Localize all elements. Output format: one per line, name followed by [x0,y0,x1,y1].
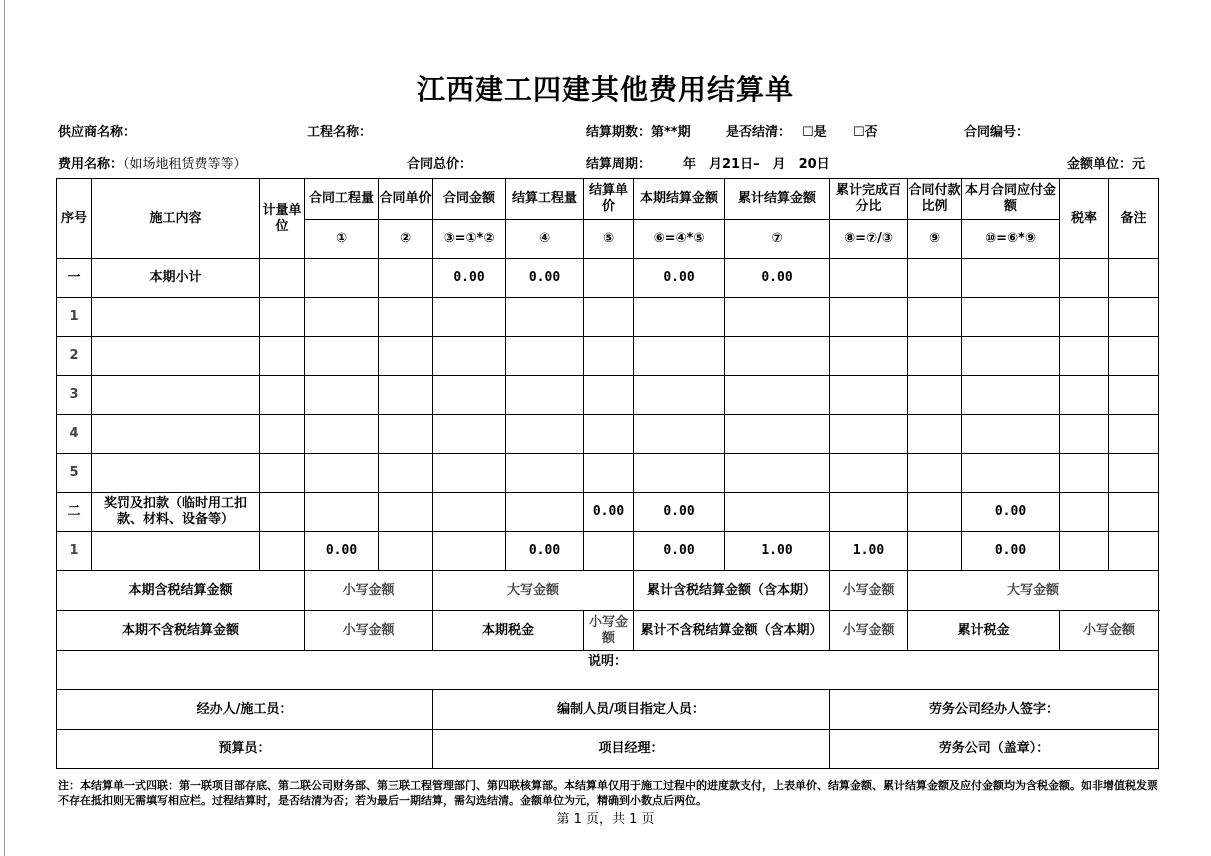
cum-untaxed-label: 累计不含税结算金额（含本期） [634,611,830,651]
cell[interactable] [830,259,908,298]
cell[interactable] [584,415,634,454]
manager-signature[interactable]: 项目经理： [433,730,830,769]
formula-10: ⑩=⑥*⑨ [962,220,1060,259]
cell[interactable] [506,454,584,493]
penalty-period-amount: 0.00 [634,493,725,532]
col-period-amount: 本期结算金额 [634,179,725,220]
cell[interactable] [962,298,1060,337]
penalty-month-payable: 0.00 [962,493,1060,532]
cell[interactable] [1060,493,1109,532]
notes-label[interactable]: 说明： [57,651,1159,690]
summary-taxed-row [57,571,1159,611]
subtotal-row [57,259,1159,298]
col-settle-qty: 结算工程量 [506,179,584,220]
table-row [57,298,1159,337]
footnote: 注：本结算单一式四联：第一联项目部存底、第二联公司财务部、第三联工程管理部门、第四联核算部。本结算单仅用于施工过程中的进度款支付，上表单价、结算金额、累计结算金额及应付金额均为含税金额。如非增值税发票不存在抵扣则无需填写相应栏。过程结算时，是否结清为否；若为最后一期结算，需勾选结清。金额单位为元，精确到小数点后两位。 [58,779,1158,807]
cell[interactable] [962,415,1060,454]
cell[interactable] [908,259,962,298]
row-number: 5 [57,454,92,493]
cell[interactable] [1060,532,1109,571]
cell[interactable] [725,337,830,376]
cell[interactable] [1060,259,1109,298]
cell[interactable] [305,337,379,376]
cell[interactable] [433,532,506,571]
cell[interactable] [506,376,584,415]
cell[interactable] [830,415,908,454]
cell[interactable] [1060,415,1109,454]
cell[interactable] [92,298,260,337]
penalty-item-settle-qty: 0.00 [506,532,584,571]
cell[interactable] [1060,337,1109,376]
cell[interactable] [506,415,584,454]
col-settle-price: 结算单价 [584,179,634,220]
budgeter-signature[interactable]: 预算员： [57,730,433,769]
period-tax-small-amount[interactable]: 小写金额 [584,611,634,651]
cell[interactable] [584,454,634,493]
fee-name-label-text: 费用名称： [58,157,124,172]
handler-signature[interactable]: 经办人/施工员： [57,690,433,730]
cell[interactable] [260,454,305,493]
col-cum-amount: 累计结算金额 [725,179,830,220]
cell[interactable] [379,376,433,415]
cell[interactable] [1109,376,1159,415]
subtotal-period-amount: 0.00 [634,259,725,298]
penalty-item-seq: 1 [57,532,92,571]
cell[interactable] [1109,454,1159,493]
formula-9: ⑨ [908,220,962,259]
period-label: 结算周期： [586,157,652,172]
penalty-item-period-amount: 0.00 [634,532,725,571]
cell[interactable] [260,415,305,454]
cell[interactable] [506,337,584,376]
col-cum-pct: 累计完成百分比 [830,179,908,220]
col-unit: 计量单位 [260,179,305,259]
notes-row [57,651,1159,690]
period-tax-label: 本期税金 [433,611,584,651]
cell[interactable] [1060,454,1109,493]
compiler-signature[interactable]: 编制人员/项目指定人员： [433,690,830,730]
cell[interactable] [908,376,962,415]
page-number: 第 1 页，共 1 页 [556,812,655,827]
taxed-small-amount[interactable]: 小写金额 [305,571,433,611]
cell[interactable] [433,376,506,415]
subtotal-seq: 一 [57,259,92,298]
formula-2: ② [379,220,433,259]
unit-label: 金额单位：元 [1067,157,1146,172]
document-title: 江西建工四建其他费用结算单 [416,73,794,106]
penalty-label: 奖罚及扣款（临时用工扣款、材料、设备等） [92,493,260,532]
col-content: 施工内容 [92,179,260,259]
penalty-seq: 二 [57,493,92,532]
formula-3: ③=①*② [433,220,506,259]
col-remark: 备注 [1109,179,1159,259]
table-row [57,337,1159,376]
row-number: 1 [57,298,92,337]
cell[interactable] [305,298,379,337]
cell[interactable] [634,376,725,415]
cell[interactable] [1109,337,1159,376]
period-value: 年 月21日– 月 20日 [683,157,830,172]
subtotal-settle-qty: 0.00 [506,259,584,298]
contract-no-label: 合同编号： [964,125,1030,140]
cum-taxed-big-amount[interactable]: 大写金额 [908,571,1159,611]
formula-1: ① [305,220,379,259]
cell[interactable] [962,259,1060,298]
penalty-item-contract-qty: 0.00 [305,532,379,571]
penalty-settle-price: 0.00 [584,493,634,532]
cell[interactable] [908,337,962,376]
cell[interactable] [379,298,433,337]
cell[interactable] [908,532,962,571]
page-edge-line [4,0,5,856]
cell[interactable] [260,259,305,298]
period-count: 结算期数：第**期 [586,125,691,140]
cell[interactable] [830,298,908,337]
table-row [57,415,1159,454]
cell[interactable] [584,298,634,337]
cell[interactable] [1060,376,1109,415]
cell[interactable] [634,298,725,337]
cell[interactable] [634,454,725,493]
penalty-item-row [57,532,1159,571]
formula-7: ⑦ [725,220,830,259]
taxed-amount-label: 本期含税结算金额 [57,571,305,611]
cell[interactable] [725,376,830,415]
untaxed-amount-label: 本期不含税结算金额 [57,611,305,651]
cell[interactable] [506,493,584,532]
subtotal-contract-amount: 0.00 [433,259,506,298]
cell[interactable] [584,259,634,298]
cell[interactable] [433,493,506,532]
cell[interactable] [1109,493,1159,532]
cell[interactable] [433,454,506,493]
formula-6: ⑥=④*⑤ [634,220,725,259]
cell[interactable] [725,493,830,532]
fee-name-hint: （如场地租赁费等等） [123,157,247,172]
final-no-checkbox[interactable]: ☐否 [853,125,878,140]
cell[interactable] [379,454,433,493]
cell[interactable] [92,415,260,454]
col-seq: 序号 [57,179,92,259]
subtotal-cum-amount: 0.00 [725,259,830,298]
summary-untaxed-row [57,611,1159,651]
cell[interactable] [584,532,634,571]
supplier-label: 供应商名称： [58,125,137,140]
cum-tax-small-amount[interactable]: 小写金额 [1060,611,1159,651]
col-contract-amount: 合同金额 [433,179,506,220]
col-contract-price: 合同单价 [379,179,433,220]
penalty-item-cum-pct: 1.00 [830,532,908,571]
cell[interactable] [584,337,634,376]
cell[interactable] [1060,298,1109,337]
cell[interactable] [433,415,506,454]
cell[interactable] [305,376,379,415]
cell[interactable] [962,337,1060,376]
cell[interactable] [92,532,260,571]
is-final-label: 是否结清： [726,125,792,140]
penalty-row [57,493,1159,532]
cell[interactable] [634,415,725,454]
cell[interactable] [962,454,1060,493]
cell[interactable] [92,376,260,415]
cell[interactable] [725,415,830,454]
settlement-table [56,178,1159,769]
cell[interactable] [506,298,584,337]
cell[interactable] [830,337,908,376]
table-row [57,376,1159,415]
project-label: 工程名称： [307,125,373,140]
table-row [57,454,1159,493]
labor-handler-signature[interactable]: 劳务公司经办人签字： [830,690,1159,730]
cell[interactable] [379,337,433,376]
cell[interactable] [260,532,305,571]
cum-untaxed-small-amount[interactable]: 小写金额 [830,611,908,651]
cell[interactable] [725,298,830,337]
cell[interactable] [830,493,908,532]
cell[interactable] [908,415,962,454]
penalty-item-month-payable: 0.00 [962,532,1060,571]
cell[interactable] [379,415,433,454]
cell[interactable] [92,454,260,493]
signature-row [57,730,1159,769]
cell[interactable] [305,415,379,454]
cell[interactable] [908,454,962,493]
contract-total-label: 合同总价： [407,157,473,172]
cell[interactable] [962,376,1060,415]
row-number: 2 [57,337,92,376]
col-tax-rate: 税率 [1060,179,1109,259]
formula-8: ⑧=⑦/③ [830,220,908,259]
cell[interactable] [260,493,305,532]
cum-tax-label: 累计税金 [908,611,1060,651]
signature-row [57,690,1159,730]
cell[interactable] [830,376,908,415]
col-pay-ratio: 合同付款比例 [908,179,962,220]
cell[interactable] [1109,298,1159,337]
cell[interactable] [305,493,379,532]
row-number: 3 [57,376,92,415]
cell[interactable] [1109,532,1159,571]
penalty-item-cum-amount: 1.00 [725,532,830,571]
cum-taxed-label: 累计含税结算金额（含本期） [634,571,830,611]
cell[interactable] [379,532,433,571]
cell[interactable] [1109,259,1159,298]
cell[interactable] [305,259,379,298]
cell[interactable] [379,259,433,298]
formula-4: ④ [506,220,584,259]
final-yes-checkbox[interactable]: ☐是 [802,125,827,140]
cum-taxed-small-amount[interactable]: 小写金额 [830,571,908,611]
col-month-payable: 本月合同应付金额 [962,179,1060,220]
col-contract-qty: 合同工程量 [305,179,379,220]
cell[interactable] [433,298,506,337]
subtotal-label: 本期小计 [92,259,260,298]
labor-seal[interactable]: 劳务公司（盖章）： [830,730,1159,769]
untaxed-small-amount[interactable]: 小写金额 [305,611,433,651]
taxed-big-amount[interactable]: 大写金额 [433,571,634,611]
cell[interactable] [260,337,305,376]
cell[interactable] [725,454,830,493]
cell[interactable] [830,454,908,493]
cell[interactable] [908,298,962,337]
row-number: 4 [57,415,92,454]
cell[interactable] [908,493,962,532]
fee-name-label [58,153,247,172]
formula-5: ⑤ [584,220,634,259]
cell[interactable] [584,376,634,415]
cell[interactable] [260,376,305,415]
cell[interactable] [379,493,433,532]
cell[interactable] [92,337,260,376]
cell[interactable] [433,337,506,376]
cell[interactable] [1109,415,1159,454]
cell[interactable] [634,337,725,376]
cell[interactable] [260,298,305,337]
cell[interactable] [305,454,379,493]
